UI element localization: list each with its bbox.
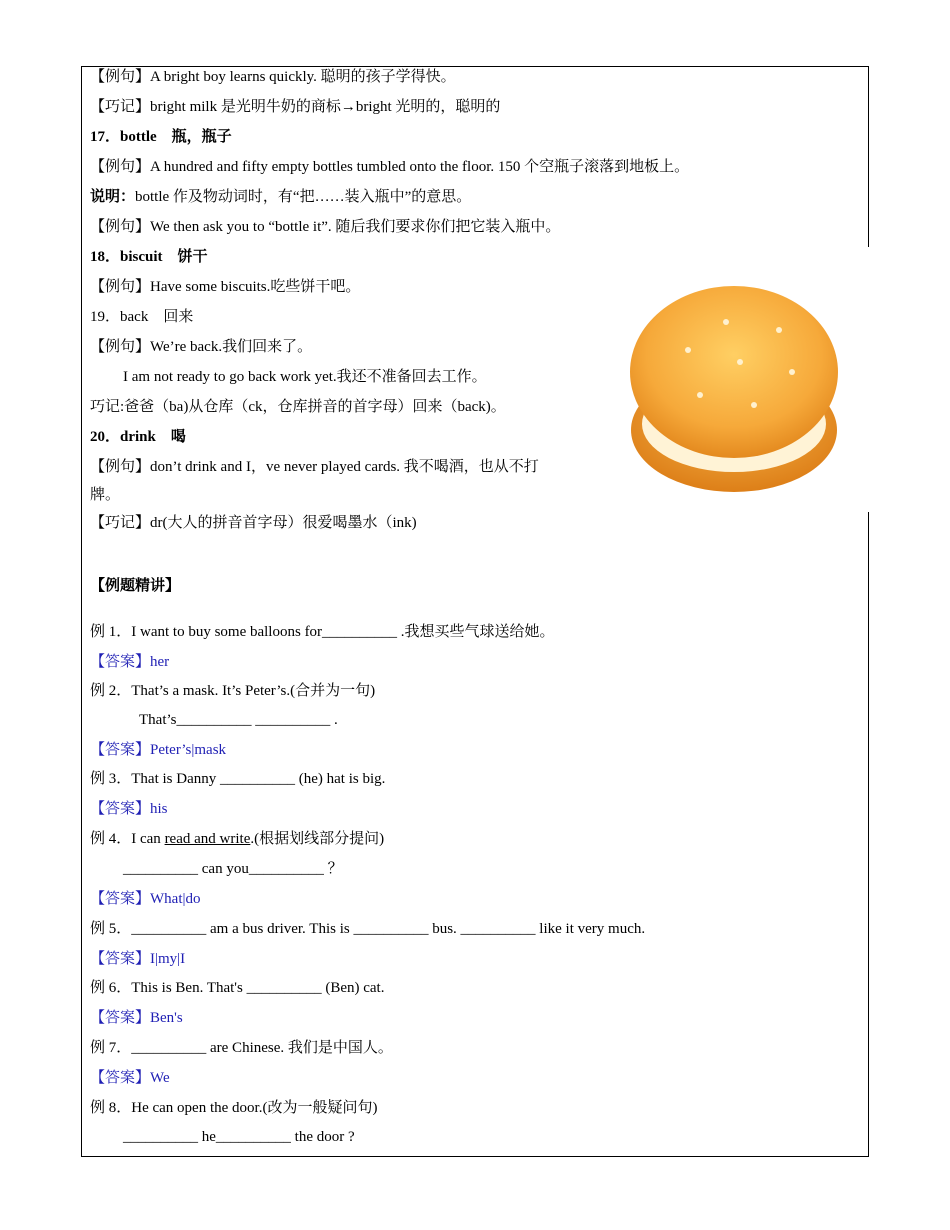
vocab-line: 【例句】A hundred and fifty empty bottles tumbled onto the floor. 150 个空瓶子滚落到地板上。 xyxy=(90,159,690,175)
example-question: 例 2．That’s a mask. It’s Peter’s.(合并为一句) xyxy=(90,683,376,699)
vocab-line: 牌。 xyxy=(90,487,121,503)
vocab-line: 【例句】A bright boy learns quickly. 聪明的孩子学得快。 xyxy=(90,69,456,85)
example-question: 例 8．He can open the door.(改为一般疑问句) xyxy=(90,1100,378,1116)
vocab-line: 巧记:爸爸（ba)从仓库（ck，仓库拼音的首字母）回来（back)。 xyxy=(90,399,506,415)
note-text: bottle 作及物动词时，有“把……装入瓶中”的意思。 xyxy=(135,189,472,205)
underlined-phrase: read and write xyxy=(164,831,251,847)
example-answer: 【答案】I|my|I xyxy=(90,951,186,967)
biscuit-top xyxy=(630,286,838,458)
biscuit-dot xyxy=(697,392,703,398)
example-question: 例 5．__________ am a bus driver. This is __________ bus. __________ like it very much. xyxy=(90,921,646,937)
vocab-heading: 18．biscuit 饼干 xyxy=(90,249,208,265)
example-question: 例 3．That is Danny __________ (he) hat is big. xyxy=(90,771,386,787)
biscuit-image xyxy=(626,280,848,502)
vocab-line: 【例句】We’re back.我们回来了。 xyxy=(90,339,313,355)
example-answer: 【答案】Ben's xyxy=(90,1010,183,1026)
example-question xyxy=(90,829,384,849)
example-text: 例 4．I can xyxy=(90,831,165,847)
vocab-line: 【例句】We then ask you to “bottle it”. 随后我们要求你们把它装入瓶中。 xyxy=(90,219,561,235)
biscuit-dot xyxy=(685,347,691,353)
example-answer: 【答案】his xyxy=(90,801,168,817)
example-question: 例 6．This is Ben. That's __________ (Ben) cat. xyxy=(90,980,385,996)
vocab-line: 【例句】don’t drink and I，ve never played cards. 我不喝酒，也从不打 xyxy=(90,459,539,475)
vocab-heading: 20．drink 喝 xyxy=(90,429,186,445)
vocab-heading: 19．back 回来 xyxy=(90,309,194,325)
example-question: That’s__________ __________ . xyxy=(139,712,338,728)
vocab-line xyxy=(90,187,471,207)
example-question: __________ he__________ the door ? xyxy=(123,1129,355,1145)
section-title: 【例题精讲】 xyxy=(90,578,181,594)
example-answer: 【答案】her xyxy=(90,654,170,670)
biscuit-dot xyxy=(776,327,782,333)
vocab-line: 【例句】Have some biscuits.吃些饼干吧。 xyxy=(90,279,361,295)
biscuit-dot xyxy=(789,369,795,375)
biscuit-dot xyxy=(751,402,757,408)
vocab-heading: 17．bottle 瓶，瓶子 xyxy=(90,129,232,145)
biscuit-dot xyxy=(737,359,743,365)
border-gap xyxy=(864,247,872,512)
vocab-line: 【巧记】bright milk 是光明牛奶的商标→bright 光明的，聪明的 xyxy=(90,99,501,115)
example-question: 例 1．I want to buy some balloons for__________ .我想买些气球送给她。 xyxy=(90,624,555,640)
vocab-line: I am not ready to go back work yet.我还不准备回去工作。 xyxy=(123,369,487,385)
example-answer: 【答案】Peter’s|mask xyxy=(90,742,227,758)
biscuit-dot xyxy=(723,319,729,325)
vocab-line: 【巧记】dr(大人的拼音首字母）很爱喝墨水（ink) xyxy=(90,515,417,531)
example-answer: 【答案】What|do xyxy=(90,891,201,907)
example-question: __________ can you__________ ？ xyxy=(123,861,343,877)
example-answer: 【答案】We xyxy=(90,1070,170,1086)
example-question: 例 7．__________ are Chinese. 我们是中国人。 xyxy=(90,1040,393,1056)
note-label: 说明： xyxy=(90,189,136,205)
example-text: .(根据划线部分提问) xyxy=(250,831,385,847)
